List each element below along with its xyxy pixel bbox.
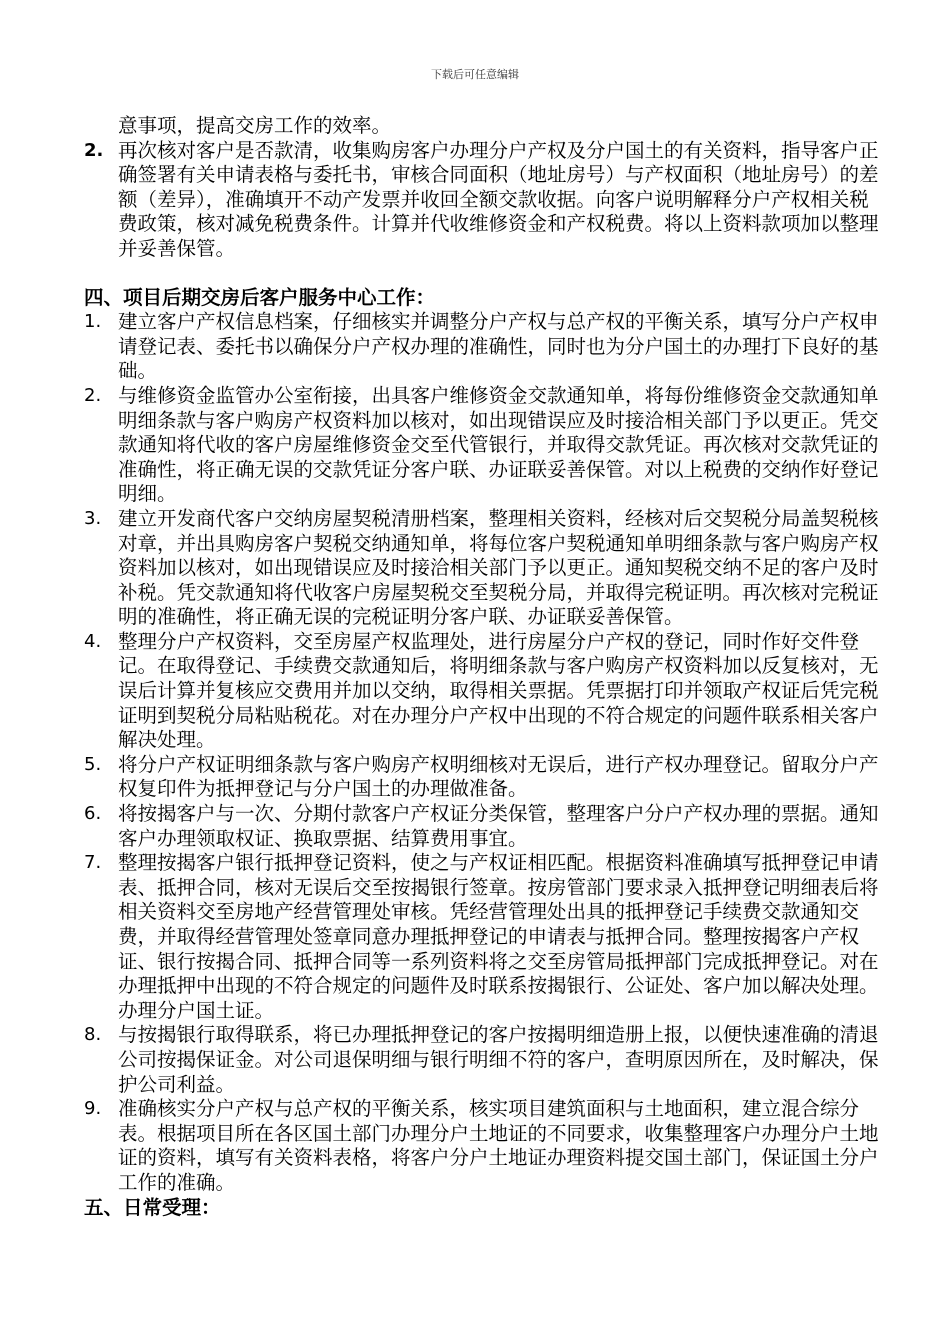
- list-item-number: 4.: [84, 630, 102, 652]
- list-item-number: 1.: [84, 311, 102, 333]
- page-header: 下载后可任意编辑: [431, 68, 519, 81]
- list-item-text: 将按揭客户与一次、分期付款客户产权证分类保管，整理客户分户产权办理的票据。通知客户办理领取权证、换取票据、结算费用事宜。: [118, 802, 879, 850]
- list-item-number: 7.: [84, 852, 102, 874]
- list-item-text: 整理按揭客户银行抵押登记资料，使之与产权证相匹配。根据资料准确填写抵押登记申请表、抵押合同，核对无误后交至按揭银行签章。按房管部门要求录入抵押登记明细表后将相关资料交至房地产经营管理处审核。凭经营管理处出具的抵押登记手续费交款通知交费，并取得经营管理处签章同意办理抵押登记的申请表与抵押合同。整理按揭客户产权证、银行按揭合同、抵押合同等一系列资料将之交至房管局抵押部门完成抵押登记。对在办理抵押中出现的不符合规定的问题件及时联系按揭银行、公证处、客户加以解决处理。办理分户国土证。: [118, 851, 879, 1022]
- list-item: [84, 139, 884, 262]
- paragraph-spacer: [84, 262, 884, 286]
- list-item-text: 与维修资金监管办公室衔接，出具客户维修资金交款通知单，将每份维修资金交款通知单明细条款与客户购房产权资料加以核对，如出现错误应及时接洽相关部门予以更正。凭交款通知将代收的客户房屋维修资金交至代管银行，并取得交款凭证。再次核对交款凭证的准确性，将正确无误的交款凭证分客户联、办证联妥善保管。对以上税费的交纳作好登记明细。: [118, 383, 879, 506]
- list-item: [84, 384, 884, 507]
- list-item: [84, 507, 884, 630]
- list-item: [84, 802, 884, 851]
- list-item: [84, 310, 884, 384]
- list-item-number: 5.: [84, 753, 102, 775]
- list-item-number: 8.: [84, 1024, 102, 1046]
- continued-paragraph: 意事项，提高交房工作的效率。: [118, 114, 392, 137]
- list-item-text: 整理分户产权资料，交至房屋产权监理处，进行房屋分户产权的登记，同时作好交件登记。在取得登记、手续费交款通知后，将明细条款与客户购房产权资料加以反复核对，无误后计算并复核应交费用并加以交纳，取得相关票据。凭票据打印并领取产权证后凭完税证明到契税分局粘贴税花。对在办理分户产权中出现的不符合规定的问题件联系相关客户解决处理。: [118, 629, 879, 752]
- list-item-number: 2.: [84, 384, 102, 406]
- list-item: [84, 753, 884, 802]
- list-item-text: 将分户产权证明细条款与客户购房产权明细核对无误后，进行产权办理登记。留取分户产权复印件为抵押登记与分户国土的办理做准备。: [118, 752, 879, 801]
- list-item-text: 建立客户产权信息档案，仔细核实并调整分户产权与总产权的平衡关系，填写分户产权申请登记表、委托书以确保分户产权办理的准确性，同时也为分户国土的办理打下良好的基础。: [118, 310, 879, 383]
- document-body: [84, 114, 884, 1220]
- list-item: [84, 630, 884, 753]
- section-heading: 四、项目后期交房后客户服务中心工作：: [84, 285, 436, 309]
- list-item: [84, 1097, 884, 1195]
- list-item-text: 再次核对客户是否款清，收集购房客户办理分户产权及分户国土的有关资料，指导客户正确签署有关申请表格与委托书，审核合同面积（地址房号）与产权面积（地址房号）的差额（差异），准确填开不动产发票并收回全额交款收据。向客户说明解释分户产权相关税费政策，核对减免税费条件。计算并代收维修资金和产权税费。将以上资料款项加以整理并妥善保管。: [118, 138, 879, 260]
- list-item-number: 3.: [84, 507, 102, 529]
- list-item: [84, 851, 884, 1023]
- list-item-text: 建立开发商代客户交纳房屋契税清册档案，整理相关资料，经核对后交契税分局盖契税核对章，并出具购房客户契税交纳通知单，将每位客户契税通知单明细条款与客户购房产权资料加以核对，如出现错误应及时接洽相关部门予以更正。通知契税交纳不足的客户及时补税。凭交款通知将代收客户房屋契税交至契税分局，并取得完税证明。再次核对完税证明的准确性，将正确无误的完税证明分客户联、办证联妥善保管。: [118, 506, 879, 629]
- section-heading: 五、日常受理：: [84, 1195, 221, 1219]
- list-item-text: 与按揭银行取得联系，将已办理抵押登记的客户按揭明细造册上报，以便快速准确的清退公司按揭保证金。对公司退保明细与银行明细不符的客户，查明原因所在，及时解决，保护公司利益。: [118, 1023, 879, 1096]
- list-item: [84, 1023, 884, 1097]
- list-item-number: 6.: [84, 803, 102, 825]
- list-item-number: 2.: [84, 139, 104, 161]
- list-item-number: 9.: [84, 1098, 102, 1120]
- list-item-text: 准确核实分户产权与总产权的平衡关系，核实项目建筑面积与土地面积，建立混合综分表。根据项目所在各区国土部门办理分户土地证的不同要求，收集整理客户办理分户土地证的资料，填写有关资料表格，将客户分户土地证办理资料提交国土部门，保证国土分户工作的准确。: [118, 1097, 879, 1194]
- numbered-list: [84, 310, 884, 1195]
